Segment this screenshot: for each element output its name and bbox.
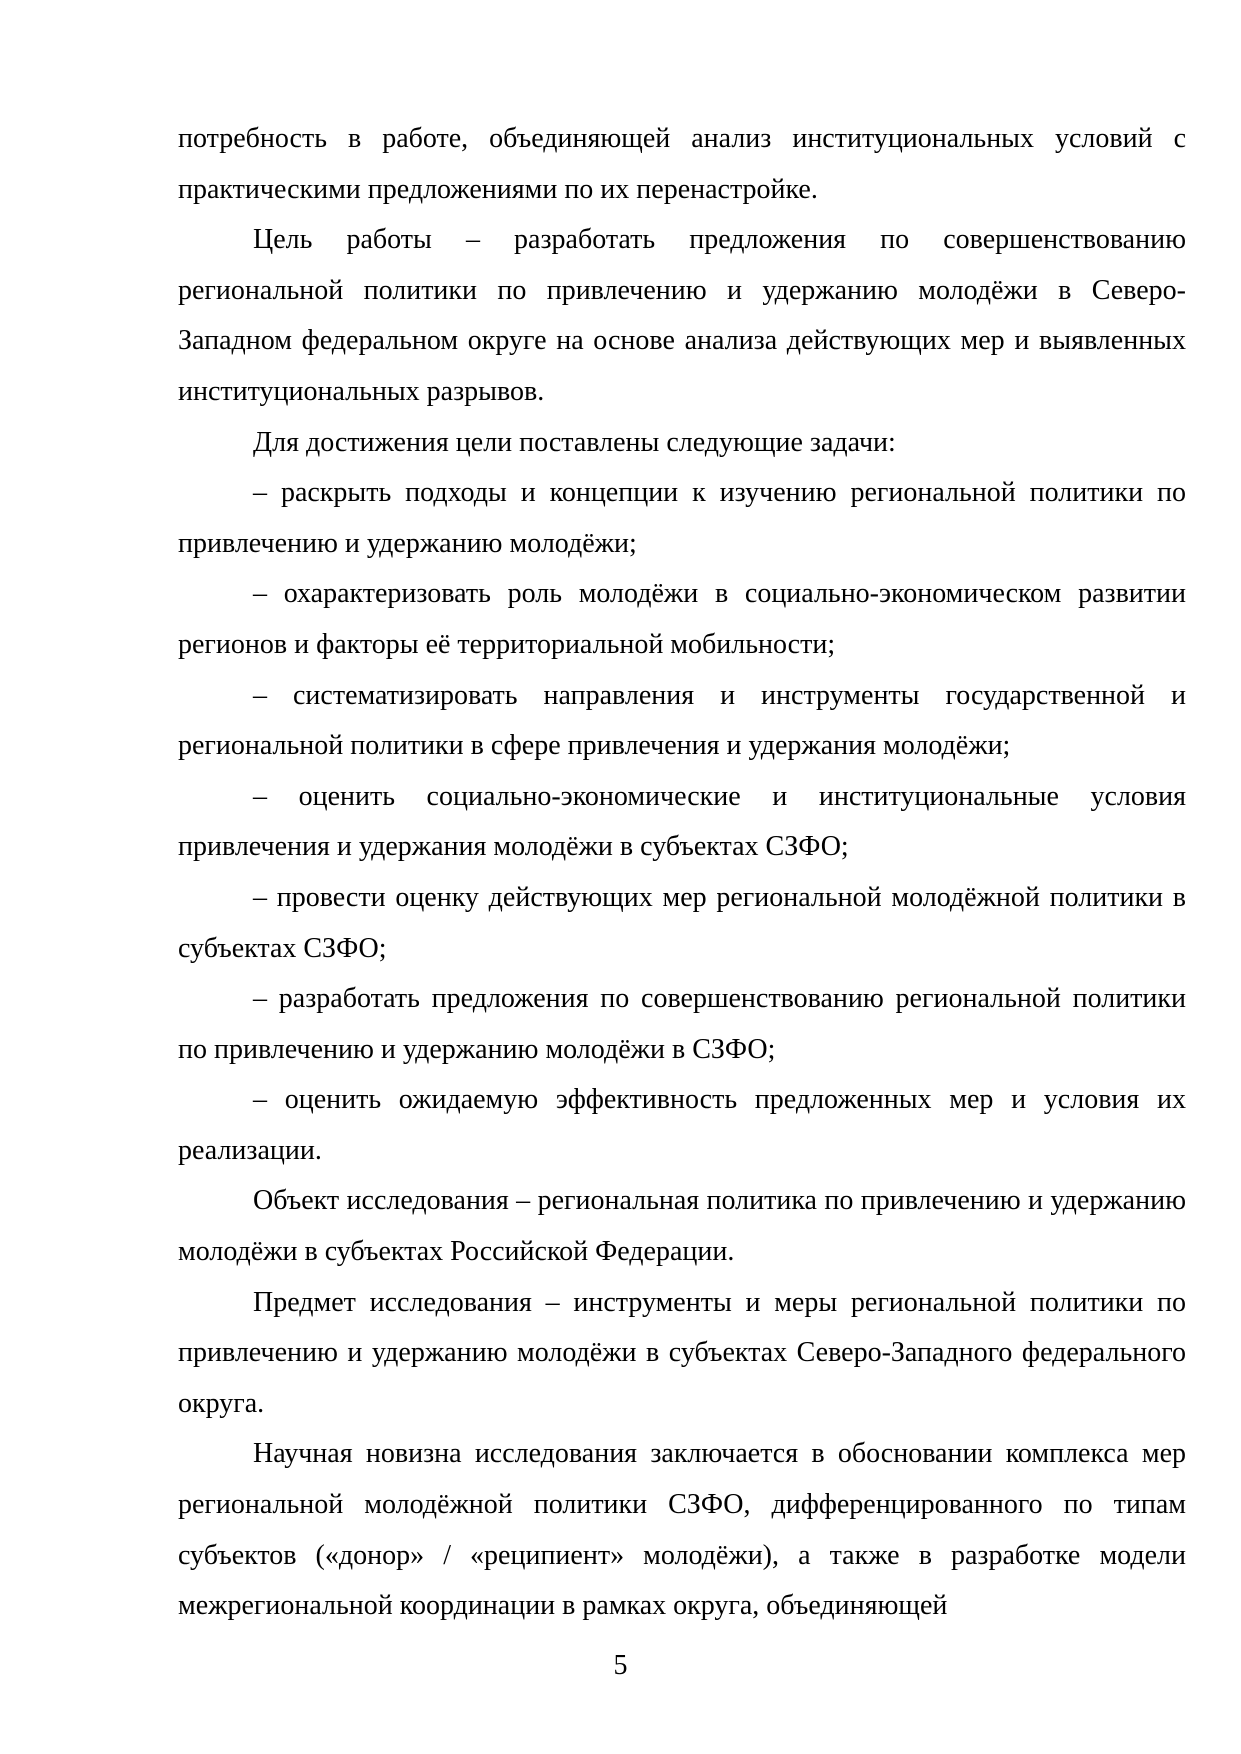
paragraph-goal: Цель работы – разработать предложения по совершенствованию региональной политики по привлечению и удержанию молодёжи в Северо-Западном федеральном округе на основе анализа действующих мер и выявленных институциональных разрывов. bbox=[178, 224, 1186, 407]
task-item: – разработать предложения по совершенствованию региональной политики по привлечению и удержанию молодёжи в СЗФО; bbox=[178, 983, 1186, 1065]
paragraph-tasks-intro: Для достижения цели поставлены следующие задачи: bbox=[253, 426, 896, 458]
task-item: – оценить ожидаемую эффективность предложенных мер и условия их реализации. bbox=[178, 1084, 1186, 1166]
paragraph-subject: Предмет исследования – инструменты и меры региональной политики по привлечению и удержанию молодёжи в субъектах Северо-Западного федерального округа. bbox=[178, 1286, 1186, 1419]
task-item: – провести оценку действующих мер региональной молодёжной политики в субъектах СЗФО; bbox=[178, 881, 1186, 964]
paragraph-object: Объект исследования – региональная политика по привлечению и удержанию молодёжи в субъектах Российской Федерации. bbox=[178, 1185, 1186, 1268]
task-item: – раскрыть подходы и концепции к изучению региональной политики по привлечению и удержанию молодёжи; bbox=[178, 477, 1186, 559]
task-item: – систематизировать направления и инструменты государственной и региональной политики в сфере привлечения и удержания молодёжи; bbox=[178, 679, 1186, 762]
document-body bbox=[178, 114, 1186, 1632]
page-number: 5 bbox=[613, 1650, 628, 1681]
paragraph-novelty: Научная новизна исследования заключается в обосновании комплекса мер региональной молодёжной политики СЗФО, дифференцированного по типам субъектов («донор» / «реципиент» молодёжи), а также в разработке модели межрегиональной координации в рамках округа, объединяющей bbox=[178, 1438, 1186, 1622]
task-item: – оценить социально-экономические и институциональные условия привлечения и удержания молодёжи в субъектах СЗФО; bbox=[178, 780, 1186, 863]
task-item: – охарактеризовать роль молодёжи в социально-экономическом развитии регионов и факторы её территориальной мобильности; bbox=[178, 578, 1186, 660]
paragraph-continuation: потребность в работе, объединяющей анализ институциональных условий с практическими предложениями по их перенастройке. bbox=[178, 123, 1186, 205]
